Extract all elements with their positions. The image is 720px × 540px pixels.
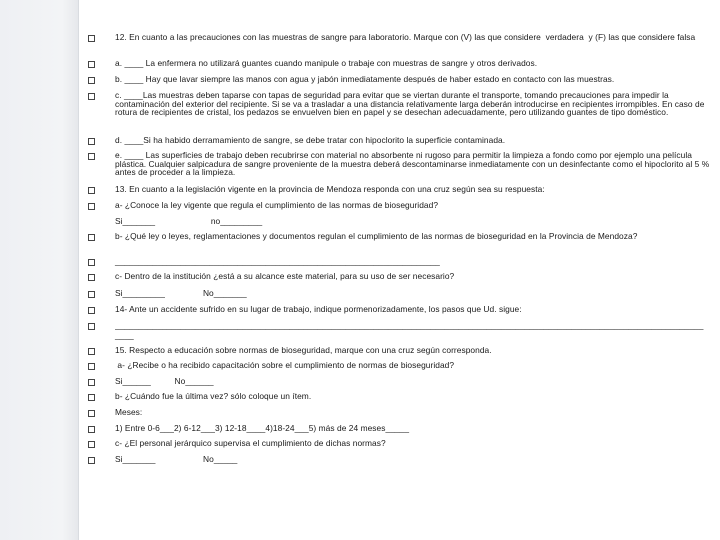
checkbox-bullet-icon bbox=[88, 348, 95, 355]
checkbox-bullet-icon bbox=[88, 61, 95, 68]
item-text: b- ¿Cuándo fue la última vez? sólo coloque un ítem. bbox=[115, 391, 312, 401]
answer-line-continuation: ____ bbox=[115, 330, 134, 340]
list-item-q12 bbox=[88, 33, 716, 55]
list-item-q13c bbox=[88, 272, 716, 282]
list-item-q15 bbox=[88, 346, 716, 356]
list-item-q12c bbox=[88, 91, 716, 131]
checkbox-bullet-icon bbox=[88, 426, 95, 433]
item-text: 1) Entre 0-6___2) 6-12___3) 12-18____4)18-24___5) más de 24 meses_____ bbox=[115, 423, 410, 433]
item-text: 13. En cuanto a la legislación vigente en la provincia de Mendoza responda con una cruz según sea su respuesta: bbox=[115, 184, 545, 194]
list-item-q14 bbox=[88, 305, 716, 315]
item-text: a- ¿Recibe o ha recibido capacitación sobre el cumplimiento de normas de bioseguridad? bbox=[115, 360, 455, 370]
list-item-q13a bbox=[88, 201, 716, 211]
checkbox-bullet-icon bbox=[88, 234, 95, 241]
list-item-q12e bbox=[88, 151, 716, 181]
item-text: Si______ No______ bbox=[115, 376, 214, 386]
checkbox-bullet-icon bbox=[88, 138, 95, 145]
list-item-answer-line bbox=[88, 257, 716, 267]
item-text: 14- Ante un accidente sufrido en su lugar de trabajo, indique pormenorizadamente, los pasos que Ud. sigue: bbox=[115, 304, 522, 314]
list-item-si-no bbox=[88, 377, 716, 387]
list-item-q15b bbox=[88, 392, 716, 402]
item-text: b- ¿Qué ley o leyes, reglamentaciones y documentos regulan el cumplimiento de las normas de bioseguridad en la Provincia de Mendoza? bbox=[115, 231, 638, 241]
list-item-q13 bbox=[88, 185, 716, 195]
list-item-meses bbox=[88, 408, 716, 418]
item-text: 15. Respecto a educación sobre normas de bioseguridad, marque con una cruz según corresponda. bbox=[115, 345, 492, 355]
list-item-si-no bbox=[88, 455, 716, 465]
item-text: d. ____Si ha habido derramamiento de sangre, se debe tratar con hipoclorito la superficie contaminada. bbox=[115, 135, 506, 145]
checkbox-bullet-icon bbox=[88, 441, 95, 448]
item-text: a. ____ La enfermera no utilizará guantes cuando manipule o trabaje con muestras de sangre y otros derivados. bbox=[115, 58, 538, 68]
list-item-answer-line bbox=[88, 321, 716, 331]
item-text: Meses: bbox=[115, 407, 143, 417]
checkbox-bullet-icon bbox=[88, 153, 95, 160]
checkbox-bullet-icon bbox=[88, 457, 95, 464]
checkbox-bullet-icon bbox=[88, 410, 95, 417]
checkbox-bullet-icon bbox=[88, 394, 95, 401]
checkbox-bullet-icon bbox=[88, 35, 95, 42]
checkbox-bullet-icon bbox=[88, 259, 95, 266]
si-no-line: Si_______ no_________ bbox=[115, 216, 263, 226]
checkbox-bullet-icon bbox=[88, 77, 95, 84]
checkbox-bullet-icon bbox=[88, 291, 95, 298]
item-text: c. ____Las muestras deben taparse con tapas de seguridad para evitar que se viertan durante el transporte, tomando precauciones para impedir la contaminación del exterior del recipiente. Si se va a trasladar a una distancia relativamente larga deberán introducirse en recipientes irrompibles. En caso de rotura de recipientes de cristal, los pedazos se envuelven bien en papel y se desechan adecuadamente, pero utilizando guantes de tipo doméstico. bbox=[115, 90, 707, 118]
list-item-ranges bbox=[88, 424, 716, 434]
item-text: 12. En cuanto a las precauciones con las muestras de sangre para laboratorio. Marque con (V) las que considere verdadera y (F) las que considere falsa bbox=[115, 32, 696, 42]
checkbox-bullet-icon bbox=[88, 187, 95, 194]
list-item-q12d bbox=[88, 136, 716, 146]
checkbox-bullet-icon bbox=[88, 93, 95, 100]
list-item-q15c bbox=[88, 439, 716, 449]
document-content bbox=[88, 0, 716, 540]
item-text: c- Dentro de la institución ¿está a su alcance este material, para su uso de ser necesario? bbox=[115, 271, 455, 281]
item-text: Si_______ No_____ bbox=[115, 454, 238, 464]
item-text: a- ¿Conoce la ley vigente que regula el cumplimiento de las normas de bioseguridad? bbox=[115, 200, 439, 210]
list-item-q15a bbox=[88, 361, 716, 371]
list-item-q12b bbox=[88, 75, 716, 85]
item-text: _____________________________________________________________________________________________________________________________ bbox=[115, 321, 704, 330]
list-item-q13b bbox=[88, 232, 716, 252]
list-item-si-no bbox=[88, 289, 716, 299]
checkbox-bullet-icon bbox=[88, 203, 95, 210]
checkbox-bullet-icon bbox=[88, 307, 95, 314]
item-text: b. ____ Hay que lavar siempre las manos con agua y jabón inmediatamente después de haber estado en contacto con las muestras. bbox=[115, 74, 615, 84]
item-text: c- ¿El personal jerárquico supervisa el cumplimiento de dichas normas? bbox=[115, 438, 386, 448]
item-text: _____________________________________________________________________ bbox=[115, 256, 440, 266]
checkbox-bullet-icon bbox=[88, 379, 95, 386]
item-text: Si_________ No_______ bbox=[115, 288, 247, 298]
left-margin-panel bbox=[0, 0, 79, 540]
item-text: e. ____ Las superficies de trabajo deben recubrirse con material no absorbente ni rugoso para permitir la limpieza a fondo como por ejemplo una película plástica. Cualquier salpicadura de sangre proveniente de la muestra deberá descontaminarse inmediatamente con un desinfectante como el hipoclorito al 5 % antes de proceder a la limpieza. bbox=[115, 150, 712, 178]
list-item-q12a bbox=[88, 59, 716, 69]
checkbox-bullet-icon bbox=[88, 363, 95, 370]
checkbox-bullet-icon bbox=[88, 274, 95, 281]
checkbox-bullet-icon bbox=[88, 323, 95, 330]
